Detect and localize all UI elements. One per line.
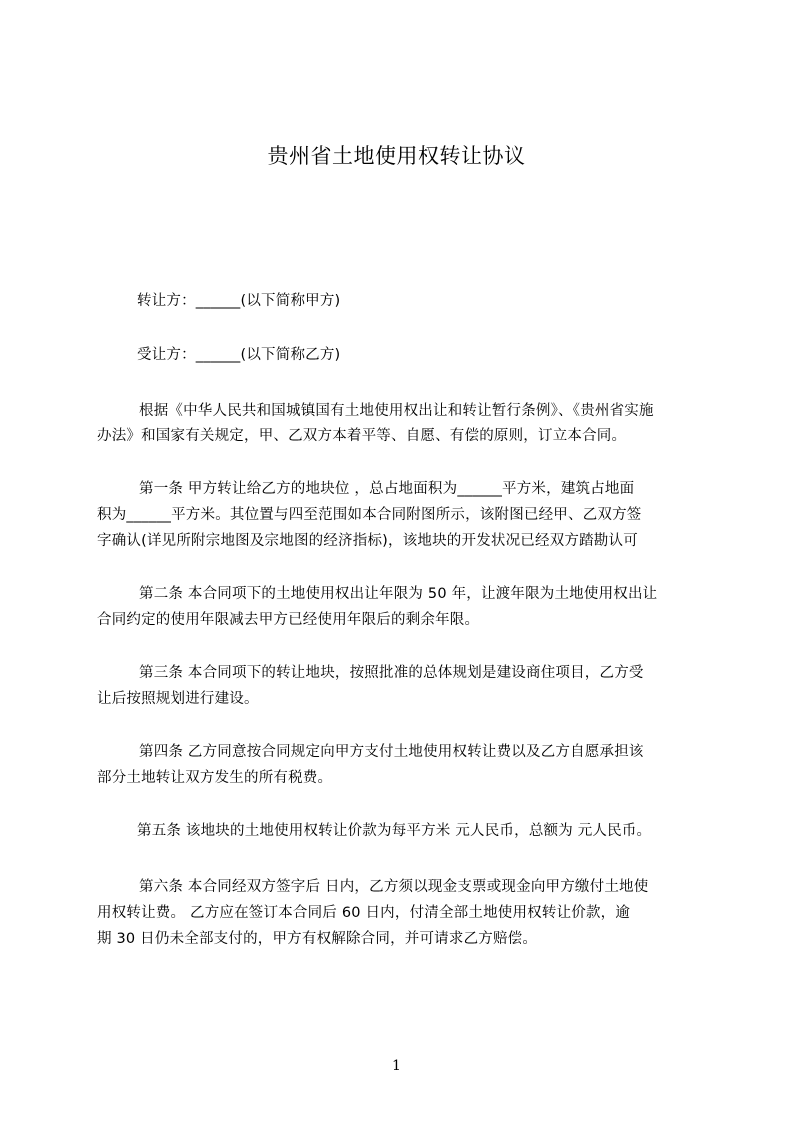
article3-line-1: 第三条 本合同项下的转让地块，按照批准的总体规划是建设商住项目，乙方受 <box>139 665 644 681</box>
preamble-line-1: 根据《中华人民共和国城镇国有土地使用权出让和转让暂行条例》、《贵州省实施 <box>139 403 654 419</box>
page-number: 1 <box>392 1058 401 1074</box>
article6-line-2: 用权转让费。 乙方应在签订本合同后 60 日内，付清全部土地使用权转让价款，逾 <box>97 905 631 921</box>
article6-line-1: 第六条 本合同经双方签字后 日内，乙方须以现金支票或现金向甲方缴付土地使 <box>139 879 649 895</box>
article5-line-1: 第五条 该地块的土地使用权转让价款为每平方米 元人民币，总额为 元人民币。 <box>137 823 652 839</box>
article1-line-2: 积为______平方米。其位置与四至范围如本合同附图所示，该附图已经甲、乙双方签 <box>97 507 642 523</box>
article1-line-3: 字确认(详见所附宗地图及宗地图的经济指标)，该地块的开发状况已经双方踏勘认可 <box>97 533 638 549</box>
article6-line-3: 期 30 日仍未全部支付的，甲方有权解除合同，并可请求乙方赔偿。 <box>97 931 538 947</box>
transferee-line: 受让方：______(以下简称乙方) <box>137 347 341 363</box>
article4-line-1: 第四条 乙方同意按合同规定向甲方支付土地使用权转让费以及乙方自愿承担该 <box>139 744 644 760</box>
article3-line-2: 让后按照规划进行建设。 <box>97 691 259 707</box>
article2-line-1: 第二条 本合同项下的土地使用权出让年限为 50 年，让渡年限为土地使用权出让 <box>139 586 658 602</box>
transferor-line: 转让方：______(以下简称甲方) <box>137 293 341 309</box>
preamble-line-2: 办法》和国家有关规定，甲、乙双方本着平等、自愿、有偿的原则，订立本合同。 <box>97 428 627 444</box>
article1-line-1: 第一条 甲方转让给乙方的地块位 ，总占地面积为______平方米，建筑占地面 <box>139 481 635 497</box>
article4-line-2: 部分土地转让双方发生的所有税费。 <box>97 770 333 786</box>
document-title: 贵州省土地使用权转让协议 <box>267 144 526 168</box>
article2-line-2: 合同约定的使用年限减去甲方已经使用年限后的剩余年限。 <box>97 612 480 628</box>
